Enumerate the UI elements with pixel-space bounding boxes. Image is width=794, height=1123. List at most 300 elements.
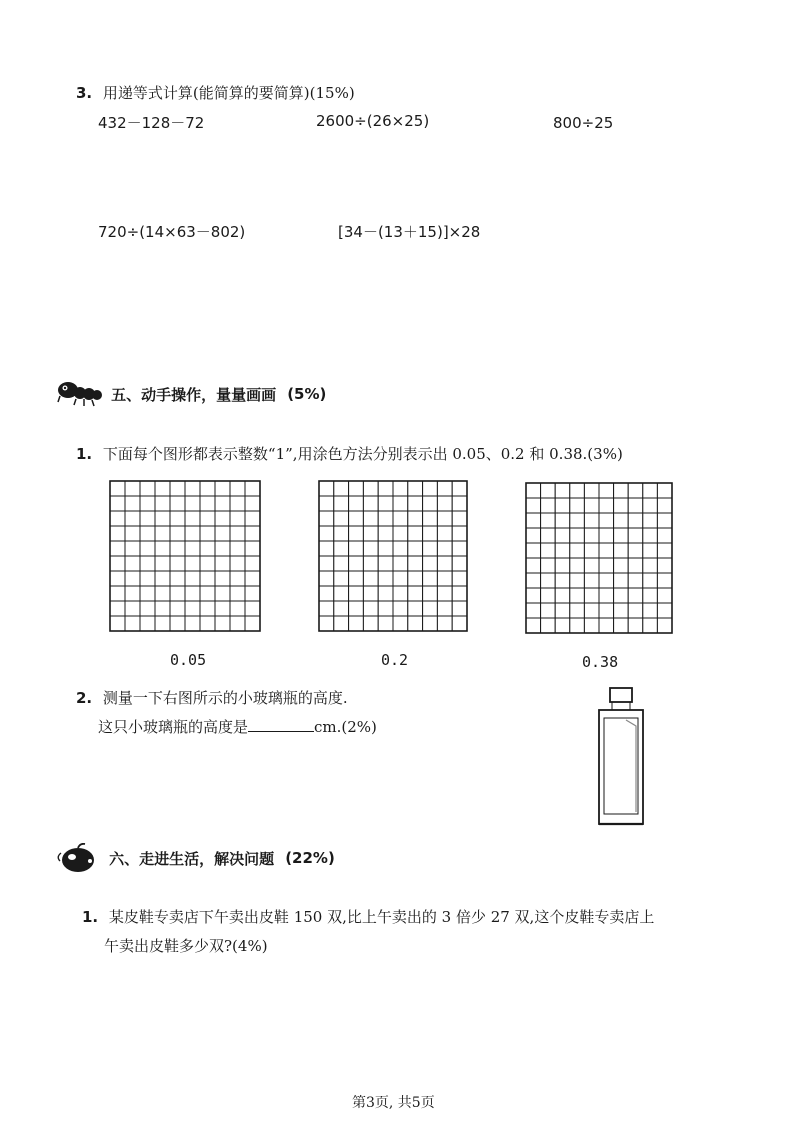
grid-cell[interactable]: [452, 481, 467, 496]
grid-cell[interactable]: [140, 616, 155, 631]
grid-cell[interactable]: [378, 496, 393, 511]
grid-cell[interactable]: [541, 528, 556, 543]
grid-cell[interactable]: [215, 481, 230, 496]
grid-cell[interactable]: [185, 616, 200, 631]
grid-cell[interactable]: [363, 601, 378, 616]
grid-cell[interactable]: [657, 513, 672, 528]
grid-cell[interactable]: [363, 511, 378, 526]
grid-cell[interactable]: [125, 556, 140, 571]
grid-cell[interactable]: [570, 513, 585, 528]
grid-cell[interactable]: [555, 558, 570, 573]
grid-cell[interactable]: [599, 603, 614, 618]
grid-cell[interactable]: [555, 513, 570, 528]
grid-cell[interactable]: [541, 483, 556, 498]
grid-cell[interactable]: [643, 618, 658, 633]
grid-cell[interactable]: [334, 541, 349, 556]
grid-cell[interactable]: [200, 496, 215, 511]
grid-cell[interactable]: [614, 558, 629, 573]
grid-cell[interactable]: [393, 586, 408, 601]
grid-cell[interactable]: [408, 541, 423, 556]
grid-cell[interactable]: [452, 541, 467, 556]
grid-cell[interactable]: [408, 601, 423, 616]
grid-cell[interactable]: [526, 603, 541, 618]
grid-cell[interactable]: [628, 603, 643, 618]
grid-cell[interactable]: [555, 603, 570, 618]
grid-cell[interactable]: [319, 586, 334, 601]
grid-cell[interactable]: [200, 511, 215, 526]
grid-cell[interactable]: [614, 483, 629, 498]
grid-cell[interactable]: [599, 543, 614, 558]
grid-cell[interactable]: [555, 573, 570, 588]
grid-cell[interactable]: [584, 573, 599, 588]
grid-cell[interactable]: [657, 558, 672, 573]
grid-cell[interactable]: [378, 541, 393, 556]
grid-cell[interactable]: [614, 618, 629, 633]
grid-cell[interactable]: [363, 526, 378, 541]
grid-cell[interactable]: [230, 601, 245, 616]
grid-cell[interactable]: [140, 541, 155, 556]
grid-cell[interactable]: [185, 511, 200, 526]
grid-cell[interactable]: [452, 526, 467, 541]
grid-cell[interactable]: [393, 541, 408, 556]
grid-cell[interactable]: [584, 543, 599, 558]
grid-cell[interactable]: [155, 541, 170, 556]
grid-cell[interactable]: [200, 541, 215, 556]
grid-cell[interactable]: [526, 498, 541, 513]
grid-cell[interactable]: [423, 556, 438, 571]
grid-cell[interactable]: [393, 481, 408, 496]
grid-cell[interactable]: [393, 556, 408, 571]
grid-cell[interactable]: [570, 528, 585, 543]
grid-cell[interactable]: [245, 601, 260, 616]
grid-cell[interactable]: [319, 511, 334, 526]
grid-cell[interactable]: [245, 586, 260, 601]
grid-cell[interactable]: [185, 586, 200, 601]
grid-cell[interactable]: [643, 603, 658, 618]
grid-cell[interactable]: [363, 541, 378, 556]
grid-cell[interactable]: [423, 526, 438, 541]
grid-cell[interactable]: [349, 601, 364, 616]
grid-cell[interactable]: [215, 571, 230, 586]
grid-cell[interactable]: [614, 588, 629, 603]
grid-cell[interactable]: [230, 511, 245, 526]
grid-cell[interactable]: [408, 616, 423, 631]
grid-cell[interactable]: [526, 588, 541, 603]
grid-cell[interactable]: [437, 556, 452, 571]
grid-cell[interactable]: [408, 481, 423, 496]
grid-cell[interactable]: [378, 481, 393, 496]
grid-cell[interactable]: [526, 573, 541, 588]
grid-cell[interactable]: [657, 603, 672, 618]
grid-cell[interactable]: [140, 586, 155, 601]
grid-cell[interactable]: [408, 586, 423, 601]
grid-cell[interactable]: [245, 526, 260, 541]
grid-cell[interactable]: [408, 526, 423, 541]
grid-cell[interactable]: [110, 556, 125, 571]
grid-cell[interactable]: [599, 573, 614, 588]
grid-cell[interactable]: [452, 511, 467, 526]
grid-cell[interactable]: [599, 558, 614, 573]
grid-cell[interactable]: [423, 616, 438, 631]
grid-cell[interactable]: [349, 571, 364, 586]
grid-cell[interactable]: [555, 483, 570, 498]
grid-cell[interactable]: [245, 481, 260, 496]
grid-cell[interactable]: [570, 558, 585, 573]
grid-cell[interactable]: [185, 496, 200, 511]
grid-cell[interactable]: [437, 601, 452, 616]
grid-cell[interactable]: [319, 616, 334, 631]
grid-cell[interactable]: [452, 616, 467, 631]
grid-cell[interactable]: [334, 616, 349, 631]
grid-cell[interactable]: [363, 586, 378, 601]
grid-cell[interactable]: [215, 526, 230, 541]
grid-cell[interactable]: [541, 588, 556, 603]
grid-cell[interactable]: [628, 513, 643, 528]
grid-cell[interactable]: [185, 541, 200, 556]
grid-cell[interactable]: [643, 498, 658, 513]
grid-cell[interactable]: [319, 541, 334, 556]
grid-cell[interactable]: [110, 526, 125, 541]
grid-cell[interactable]: [349, 481, 364, 496]
grid-cell[interactable]: [584, 528, 599, 543]
grid-cell[interactable]: [555, 528, 570, 543]
grid-cell[interactable]: [319, 481, 334, 496]
grid-cell[interactable]: [408, 571, 423, 586]
grid-cell[interactable]: [614, 528, 629, 543]
grid-cell[interactable]: [643, 573, 658, 588]
grid-cell[interactable]: [125, 511, 140, 526]
grid-cell[interactable]: [155, 526, 170, 541]
grid-cell[interactable]: [526, 558, 541, 573]
grid-cell[interactable]: [170, 481, 185, 496]
grid-cell[interactable]: [110, 586, 125, 601]
grid-cell[interactable]: [230, 496, 245, 511]
grid-cell[interactable]: [170, 586, 185, 601]
grid-cell[interactable]: [643, 558, 658, 573]
grid-cell[interactable]: [599, 513, 614, 528]
grid-cell[interactable]: [393, 571, 408, 586]
grid-cell[interactable]: [185, 526, 200, 541]
grid-cell[interactable]: [614, 543, 629, 558]
grid-cell[interactable]: [437, 541, 452, 556]
grid-cell[interactable]: [541, 498, 556, 513]
grid-cell[interactable]: [140, 556, 155, 571]
grid-cell[interactable]: [570, 603, 585, 618]
grid-cell[interactable]: [541, 573, 556, 588]
grid-cell[interactable]: [643, 528, 658, 543]
grid-cell[interactable]: [584, 618, 599, 633]
grid-cell[interactable]: [628, 558, 643, 573]
grid-cell[interactable]: [215, 601, 230, 616]
grid-cell[interactable]: [245, 616, 260, 631]
grid-cell[interactable]: [363, 481, 378, 496]
grid-cell[interactable]: [452, 601, 467, 616]
grid-cell[interactable]: [526, 483, 541, 498]
grid-cell[interactable]: [614, 498, 629, 513]
grid-cell[interactable]: [452, 586, 467, 601]
grid-cell[interactable]: [140, 526, 155, 541]
grid-cell[interactable]: [643, 483, 658, 498]
grid-cell[interactable]: [200, 616, 215, 631]
grid-cell[interactable]: [628, 498, 643, 513]
grid-cell[interactable]: [570, 543, 585, 558]
grid-cell[interactable]: [570, 588, 585, 603]
grid-cell[interactable]: [599, 588, 614, 603]
grid-cell[interactable]: [643, 513, 658, 528]
grid-cell[interactable]: [349, 526, 364, 541]
grid-cell[interactable]: [363, 556, 378, 571]
grid-cell[interactable]: [423, 496, 438, 511]
grid-cell[interactable]: [452, 556, 467, 571]
grid-0-05[interactable]: [109, 480, 261, 632]
grid-cell[interactable]: [110, 481, 125, 496]
grid-cell[interactable]: [628, 573, 643, 588]
grid-cell[interactable]: [599, 528, 614, 543]
grid-cell[interactable]: [125, 541, 140, 556]
grid-cell[interactable]: [378, 526, 393, 541]
grid-cell[interactable]: [334, 586, 349, 601]
grid-cell[interactable]: [200, 556, 215, 571]
grid-cell[interactable]: [614, 513, 629, 528]
grid-cell[interactable]: [140, 496, 155, 511]
grid-cell[interactable]: [319, 526, 334, 541]
grid-cell[interactable]: [170, 571, 185, 586]
grid-cell[interactable]: [185, 556, 200, 571]
grid-cell[interactable]: [349, 616, 364, 631]
grid-cell[interactable]: [125, 496, 140, 511]
grid-cell[interactable]: [319, 571, 334, 586]
grid-cell[interactable]: [140, 481, 155, 496]
grid-cell[interactable]: [628, 618, 643, 633]
grid-cell[interactable]: [437, 481, 452, 496]
grid-cell[interactable]: [334, 481, 349, 496]
grid-cell[interactable]: [628, 543, 643, 558]
grid-cell[interactable]: [570, 618, 585, 633]
grid-cell[interactable]: [555, 588, 570, 603]
grid-cell[interactable]: [230, 541, 245, 556]
grid-cell[interactable]: [378, 586, 393, 601]
grid-cell[interactable]: [541, 543, 556, 558]
grid-cell[interactable]: [599, 498, 614, 513]
grid-cell[interactable]: [245, 541, 260, 556]
grid-cell[interactable]: [110, 511, 125, 526]
grid-cell[interactable]: [170, 526, 185, 541]
grid-cell[interactable]: [541, 513, 556, 528]
grid-cell[interactable]: [657, 543, 672, 558]
grid-cell[interactable]: [541, 618, 556, 633]
grid-cell[interactable]: [230, 481, 245, 496]
grid-cell[interactable]: [110, 541, 125, 556]
grid-cell[interactable]: [437, 526, 452, 541]
grid-cell[interactable]: [423, 571, 438, 586]
grid-cell[interactable]: [657, 588, 672, 603]
grid-cell[interactable]: [378, 616, 393, 631]
grid-cell[interactable]: [614, 603, 629, 618]
grid-cell[interactable]: [200, 526, 215, 541]
grid-cell[interactable]: [200, 571, 215, 586]
grid-cell[interactable]: [170, 541, 185, 556]
grid-cell[interactable]: [215, 541, 230, 556]
grid-cell[interactable]: [584, 588, 599, 603]
grid-cell[interactable]: [378, 511, 393, 526]
grid-cell[interactable]: [319, 496, 334, 511]
grid-cell[interactable]: [334, 601, 349, 616]
grid-cell[interactable]: [526, 513, 541, 528]
grid-cell[interactable]: [526, 528, 541, 543]
grid-cell[interactable]: [125, 526, 140, 541]
grid-cell[interactable]: [155, 616, 170, 631]
grid-cell[interactable]: [628, 528, 643, 543]
grid-cell[interactable]: [657, 573, 672, 588]
grid-cell[interactable]: [110, 571, 125, 586]
grid-cell[interactable]: [110, 616, 125, 631]
grid-cell[interactable]: [437, 586, 452, 601]
grid-cell[interactable]: [230, 526, 245, 541]
grid-cell[interactable]: [170, 511, 185, 526]
grid-cell[interactable]: [155, 601, 170, 616]
grid-cell[interactable]: [614, 573, 629, 588]
grid-cell[interactable]: [170, 616, 185, 631]
grid-cell[interactable]: [334, 571, 349, 586]
grid-cell[interactable]: [437, 616, 452, 631]
grid-cell[interactable]: [125, 586, 140, 601]
grid-cell[interactable]: [378, 571, 393, 586]
grid-cell[interactable]: [393, 526, 408, 541]
grid-cell[interactable]: [185, 601, 200, 616]
grid-cell[interactable]: [408, 511, 423, 526]
grid-cell[interactable]: [185, 571, 200, 586]
grid-cell[interactable]: [185, 481, 200, 496]
grid-cell[interactable]: [155, 586, 170, 601]
grid-cell[interactable]: [526, 618, 541, 633]
grid-0-2[interactable]: [318, 480, 468, 632]
grid-cell[interactable]: [334, 496, 349, 511]
grid-cell[interactable]: [657, 618, 672, 633]
grid-cell[interactable]: [437, 571, 452, 586]
grid-cell[interactable]: [423, 541, 438, 556]
grid-cell[interactable]: [363, 571, 378, 586]
grid-cell[interactable]: [541, 603, 556, 618]
grid-cell[interactable]: [349, 556, 364, 571]
grid-cell[interactable]: [570, 498, 585, 513]
grid-cell[interactable]: [349, 541, 364, 556]
grid-cell[interactable]: [170, 601, 185, 616]
grid-cell[interactable]: [628, 588, 643, 603]
grid-cell[interactable]: [526, 543, 541, 558]
grid-cell[interactable]: [230, 586, 245, 601]
grid-cell[interactable]: [245, 496, 260, 511]
grid-cell[interactable]: [140, 511, 155, 526]
grid-cell[interactable]: [555, 543, 570, 558]
grid-cell[interactable]: [245, 556, 260, 571]
grid-cell[interactable]: [155, 571, 170, 586]
grid-cell[interactable]: [245, 571, 260, 586]
grid-cell[interactable]: [378, 601, 393, 616]
grid-cell[interactable]: [230, 571, 245, 586]
grid-cell[interactable]: [584, 483, 599, 498]
grid-cell[interactable]: [200, 586, 215, 601]
grid-cell[interactable]: [452, 571, 467, 586]
grid-cell[interactable]: [155, 556, 170, 571]
grid-cell[interactable]: [125, 616, 140, 631]
grid-cell[interactable]: [643, 543, 658, 558]
grid-cell[interactable]: [140, 601, 155, 616]
grid-cell[interactable]: [584, 498, 599, 513]
grid-cell[interactable]: [378, 556, 393, 571]
grid-cell[interactable]: [349, 586, 364, 601]
grid-cell[interactable]: [584, 603, 599, 618]
grid-cell[interactable]: [555, 618, 570, 633]
grid-cell[interactable]: [570, 573, 585, 588]
grid-cell[interactable]: [555, 498, 570, 513]
grid-cell[interactable]: [170, 496, 185, 511]
grid-cell[interactable]: [423, 601, 438, 616]
grid-cell[interactable]: [570, 483, 585, 498]
grid-cell[interactable]: [230, 616, 245, 631]
grid-cell[interactable]: [452, 496, 467, 511]
grid-cell[interactable]: [170, 556, 185, 571]
grid-cell[interactable]: [393, 511, 408, 526]
grid-cell[interactable]: [437, 496, 452, 511]
grid-cell[interactable]: [155, 481, 170, 496]
grid-cell[interactable]: [125, 481, 140, 496]
grid-cell[interactable]: [408, 496, 423, 511]
grid-cell[interactable]: [215, 511, 230, 526]
grid-cell[interactable]: [125, 601, 140, 616]
grid-cell[interactable]: [334, 511, 349, 526]
grid-cell[interactable]: [643, 588, 658, 603]
grid-cell[interactable]: [408, 556, 423, 571]
grid-cell[interactable]: [628, 483, 643, 498]
grid-cell[interactable]: [657, 483, 672, 498]
grid-cell[interactable]: [393, 616, 408, 631]
grid-cell[interactable]: [584, 513, 599, 528]
grid-cell[interactable]: [110, 601, 125, 616]
grid-cell[interactable]: [423, 586, 438, 601]
grid-cell[interactable]: [349, 496, 364, 511]
grid-cell[interactable]: [125, 571, 140, 586]
grid-0-38[interactable]: [525, 482, 673, 634]
grid-cell[interactable]: [423, 481, 438, 496]
grid-cell[interactable]: [110, 496, 125, 511]
grid-cell[interactable]: [334, 526, 349, 541]
grid-cell[interactable]: [363, 496, 378, 511]
height-answer-blank[interactable]: [248, 717, 314, 732]
grid-cell[interactable]: [200, 481, 215, 496]
grid-cell[interactable]: [541, 558, 556, 573]
grid-cell[interactable]: [584, 558, 599, 573]
grid-cell[interactable]: [140, 571, 155, 586]
grid-cell[interactable]: [230, 556, 245, 571]
grid-cell[interactable]: [200, 601, 215, 616]
grid-cell[interactable]: [334, 556, 349, 571]
grid-cell[interactable]: [393, 496, 408, 511]
grid-cell[interactable]: [245, 511, 260, 526]
grid-cell[interactable]: [215, 586, 230, 601]
grid-cell[interactable]: [363, 616, 378, 631]
grid-cell[interactable]: [393, 601, 408, 616]
grid-cell[interactable]: [349, 511, 364, 526]
grid-cell[interactable]: [599, 483, 614, 498]
grid-cell[interactable]: [215, 496, 230, 511]
grid-cell[interactable]: [657, 498, 672, 513]
grid-cell[interactable]: [437, 511, 452, 526]
grid-cell[interactable]: [657, 528, 672, 543]
grid-cell[interactable]: [155, 511, 170, 526]
grid-cell[interactable]: [155, 496, 170, 511]
grid-cell[interactable]: [215, 556, 230, 571]
grid-cell[interactable]: [215, 616, 230, 631]
